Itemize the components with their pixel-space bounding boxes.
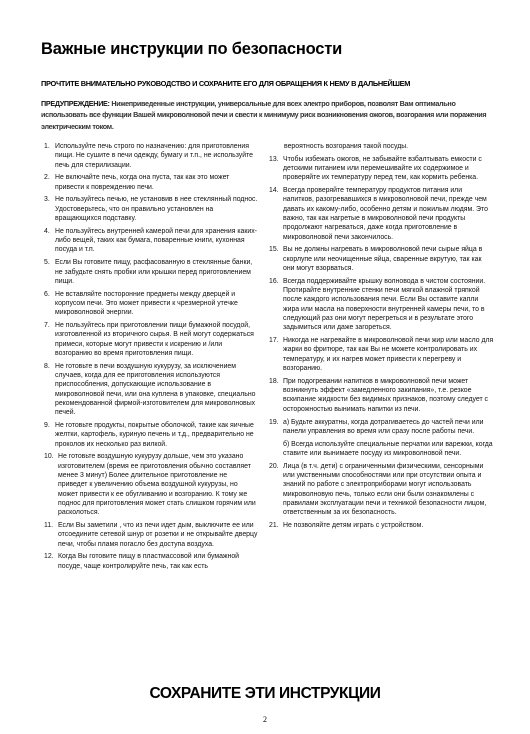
instruction-item — [44, 421, 258, 449]
item-text: Не пользуйтесь при приготовлении пищи бумажной посудой, изготовленной из вторичного сырья. В ней могут содержаться примеси, которые могут привести к искрению и /или возгоранию во время приготовления пищи. — [55, 322, 254, 357]
item-text: Если Вы заметили , что из печи идет дым, выключите ее или отсоедините сетевой шнур от розетки и не открывайте дверцу печи, чтобы пламя погасло без доступа воздуха. — [58, 521, 258, 548]
item-number: 21. — [269, 521, 279, 529]
item-number: 8. — [44, 362, 50, 370]
item-number: 15. — [269, 246, 279, 254]
item-text: б) Всегда используйте специальные перчатки или варежки, когда ставите или вынимаете посуду из микроволновой печи. — [283, 440, 493, 457]
item-text: вероятность возгорания такой посуды. — [284, 143, 409, 150]
item-text: Когда Вы готовите пищу в пластмассовой или бумажной посуде, чаще контролируйте печь, так как есть — [58, 553, 240, 570]
item-number: 10. — [44, 453, 54, 461]
item-number: 1. — [44, 143, 50, 150]
instruction-item — [44, 173, 258, 192]
instructions-right-column — [269, 142, 494, 534]
item-text: Не пользуйтесь внутренней камерой печи для хранения каких-либо вещей, таких как бумага, поваренные книги, кухонная посуда и т.п. — [55, 227, 257, 254]
instruction-item — [269, 277, 494, 333]
item-text: Не позволяйте детям играть с устройством. — [283, 521, 424, 529]
instruction-item — [44, 521, 258, 549]
instruction-item — [269, 521, 494, 530]
item-text: Не готовьте продукты, покрытые оболочкой, такие как яичные желтки, картофель, куриную печень и т.д., предварительно не проколов их несколько раз вилкой. — [55, 422, 254, 448]
instruction-item — [44, 227, 258, 255]
item-text: а) Будьте аккуратны, когда дотрагиваетесь до частей печи или панели управления во время или сразу после работы печи. — [283, 418, 484, 435]
item-text: Не готовьте воздушную кукурузу дольше, чем это указано изготовителем (время ее приготовления обычно составляет менее 3 минут) Более длительное приготовление не приведет к увеличению объема воздушной кукурузы, но может привести к ее обугливанию и возгоранию. К тому же поднос для приготовления может стать слишком горячим или расколоться. — [58, 453, 256, 517]
instruction-item — [269, 377, 494, 414]
item-text: Лица (в т.ч. дети) с ограниченными физическими, сенсорными или умственными способностями или при отсутствии опыта и знаний по работе с электроприборами могут использовать микроволновую печь, только если они были ознакомлены с правилами эксплуатации печи и техникой безопасности лицом, ответственным за их безопасность. — [283, 462, 487, 517]
instruction-item — [44, 321, 258, 358]
item-text: Используйте печь строго по назначению: для приготовления пищи. Не сушите в печи одежду, бумагу и т.п., не используйте печь для стерилизации. — [55, 143, 253, 169]
item-text: Всегда поддерживайте крышку волновода в чистом состоянии. Протирайте внутренние стенки печи мягкой влажной тряпкой после каждого использования печи. Если Вы оставите капли жира или масла на поверхности внутренней камеры печи, то в следующий раз они могут перегреться и в результате этого задымиться или даже загореться. — [283, 277, 486, 332]
item-number: 16. — [269, 277, 279, 285]
item-text: Не включайте печь, когда она пуста, так как это может привести к повреждению печи. — [55, 174, 230, 191]
item-text: Не готовьте в печи воздушную кукурузу, за исключением случаев, когда для ее приготовления используются приспособления, допускающие использование в микроволновой печи, или она куплена в упаковке, специально рекомендованной фирмой-изготовителем для микроволновых печей. — [55, 362, 256, 417]
instruction-item — [44, 452, 258, 517]
item-number: 6. — [44, 290, 50, 298]
instruction-item — [269, 336, 494, 373]
page-title: Важные инструкции по безопасности — [41, 40, 343, 58]
item-number: 5. — [44, 259, 50, 267]
item-text: Всегда проверяйте температуру продуктов питания или напитков, разогревавшихся в микроволновой печи, прежде чем давать их какому-либо, особенно детям и пожилым людям. Это важно, так как нагретые в микроволновой печи продукты продолжают нагреваться, даже когда приготовление в микроволновой печи закончилось. — [283, 187, 488, 241]
instruction-item — [44, 258, 258, 286]
item-number: 12. — [44, 553, 54, 561]
item-text: Не вставляйте посторонние предметы между дверцей и корпусом печи. Это может привести к чрезмерной утечке микроволновой энергии. — [55, 290, 238, 317]
instruction-item — [44, 552, 258, 571]
item-number: 19. — [269, 418, 279, 426]
item-number: 18. — [269, 377, 279, 385]
item-text: Не пользуйтесь печью, не установив в нее стеклянный поднос. Удостоверьтесь, что он правильно установлен на вращающихся подставку. — [55, 196, 258, 223]
footer-save-instructions: СОХРАНИТЕ ЭТИ ИНСТРУКЦИИ — [149, 685, 381, 702]
instruction-item — [269, 155, 494, 183]
instruction-item — [269, 462, 494, 518]
page-number: 2 — [263, 715, 267, 724]
item-text: Никогда не нагревайте в микроволновой печи жир или масло для жарки во фритюре, так как Вы не можете контролировать их температуру, и их нагрев может привести к перегреву и возгоранию. — [283, 337, 494, 373]
item-number: 9. — [44, 422, 50, 430]
instruction-item — [269, 245, 494, 273]
item-text: Вы не должны нагревать в микроволновой печи сырые яйца в скорлупе или неочищенные яйца, сваренные вкрутую, так как они могут взорваться. — [283, 246, 483, 273]
item-text: Чтобы избежать ожогов, не забывайте взбалтывать емкости с детскими питанием или перемешивайте их содержимое и проверяйте их температуру перед тем, как кормить ребенка. — [283, 155, 482, 182]
item-number: 4. — [44, 227, 50, 235]
item-text: Если Вы готовите пищу, расфасованную в стеклянные банки, не забудьте снять пробки или крышки перед приготовлением пищи. — [55, 259, 253, 285]
item-number: 14. — [269, 187, 279, 195]
instruction-item — [44, 362, 258, 418]
instruction-item — [44, 195, 258, 223]
warning-text: Нижеприведенные инструкции, универсальные для всех электро приборов, позволят Вам оптимально использовать все функции Вашей микроволновой печи и свести к минимуму риск возникновения ожогов, возгорания или поражения электрическим током. — [41, 99, 487, 131]
item-number: 3. — [44, 196, 50, 204]
warning-paragraph — [41, 98, 493, 132]
item-number: 7. — [44, 322, 50, 330]
item-number: 13. — [269, 155, 279, 163]
read-first-notice: ПРОЧТИТЕ ВНИМАТЕЛЬНО РУКОВОДСТВО И СОХРАНИТЕ ЕГО ДЛЯ ОБРАЩЕНИЯ К НЕМУ В ДАЛЬНЕЙШЕМ — [41, 79, 411, 88]
instruction-item — [44, 142, 258, 170]
instruction-continuation — [269, 142, 494, 151]
item-number: 2. — [44, 174, 50, 182]
item-text: При подогревании напитков в микроволновой печи может возникнуть эффект «замедленного закипания», т.е. резкое вскипание жидкости без видимых признаков, поэтому следует с осторожностью вынимать напитки из печи. — [283, 377, 488, 413]
item-number: 17. — [269, 337, 279, 345]
item-number: 20. — [269, 462, 279, 470]
instruction-item — [269, 418, 494, 437]
instructions-left-column — [44, 142, 258, 574]
warning-label: ПРЕДУПРЕЖДЕНИЕ: — [41, 99, 110, 108]
instruction-subitem — [269, 440, 494, 459]
instruction-item — [44, 290, 258, 318]
item-number: 11. — [44, 521, 54, 529]
instruction-item — [269, 186, 494, 242]
